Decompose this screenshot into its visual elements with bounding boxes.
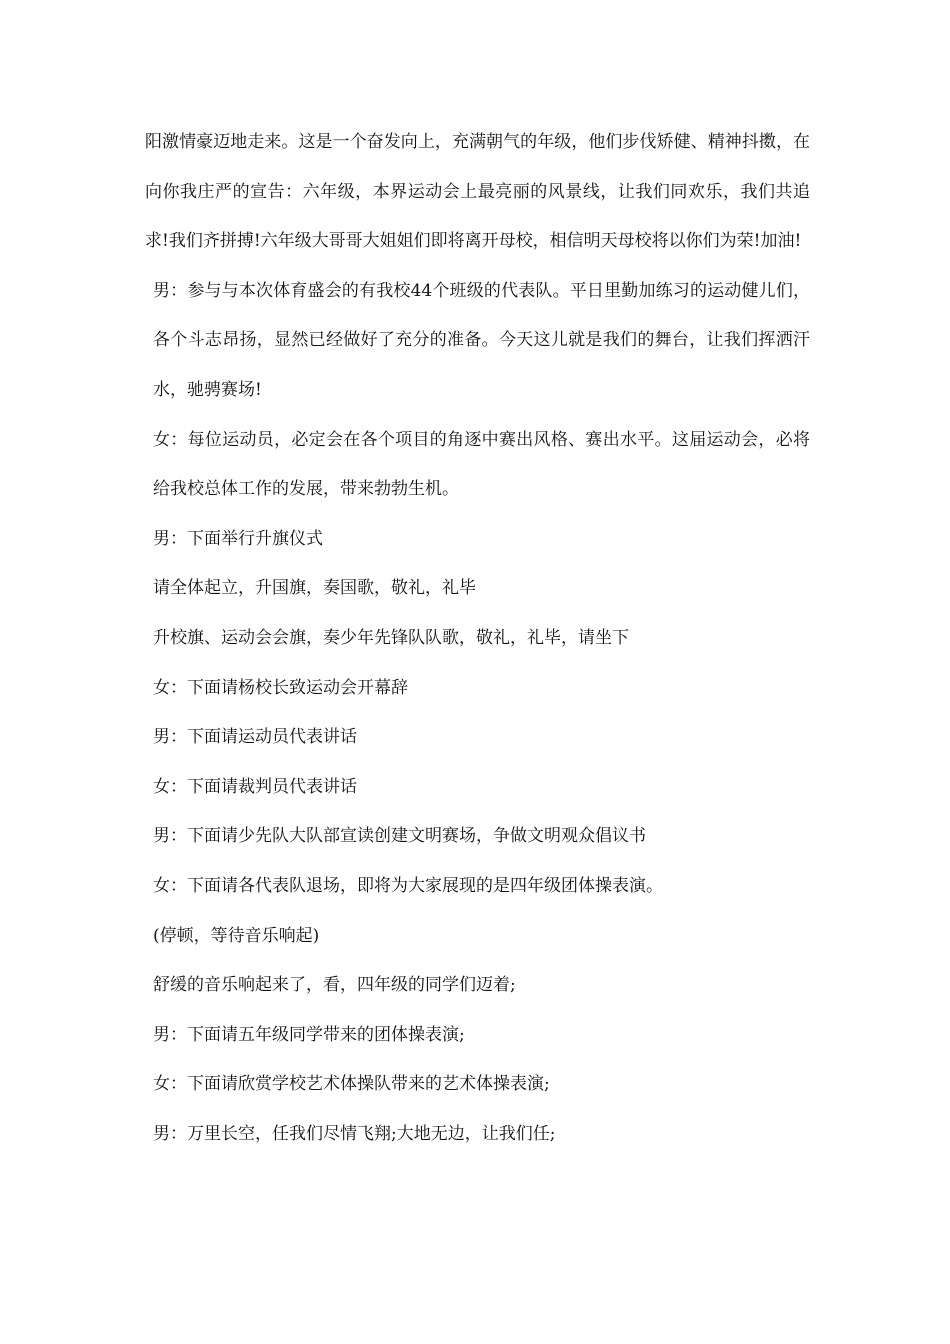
paragraph-flag-ceremony: 男：下面举行升旗仪式 — [153, 528, 323, 549]
paragraph-national-flag: 请全体起立，升国旗，奏国歌，敬礼，礼毕 — [153, 578, 476, 599]
document-body — [145, 118, 810, 1159]
paragraph-school-flag: 升校旗、运动会会旗，奏少年先锋队队歌，敬礼，礼毕，请坐下 — [153, 627, 629, 648]
paragraph-closing-line: 男：万里长空，任我们尽情飞翔;大地无边，让我们任; — [153, 1123, 556, 1144]
paragraph-principal-speech: 女：下面请杨校长致运动会开幕辞 — [153, 677, 408, 698]
paragraph-grade-five-performance: 男：下面请五年级同学带来的团体操表演; — [153, 1024, 465, 1045]
paragraph-female-host-athletes: 女：每位运动员，必定会在各个项目的角逐中赛出风格、赛出水平。这届运动会，必将给我校总体工作的发展，带来勃勃生机。 — [153, 429, 810, 500]
paragraph-pause-note: (停顿，等待音乐响起) — [153, 925, 320, 946]
paragraph-athlete-speech: 男：下面请运动员代表讲话 — [153, 727, 357, 748]
paragraph-referee-speech: 女：下面请裁判员代表讲话 — [153, 776, 357, 797]
paragraph-music: 舒缓的音乐响起来了，看，四年级的同学们迈着; — [153, 975, 516, 996]
paragraph-continuation: 阳激情豪迈地走来。这是一个奋发向上，充满朝气的年级，他们步伐矫健、精神抖擞，在向你我庄严的宣告：六年级，本界运动会上最亮丽的风景线，让我们同欢乐，我们共追求!我们齐拼搏!六年级大哥哥大姐姐们即将离开母校，相信明天母校将以你们为荣!加油! — [145, 132, 810, 252]
paragraph-proposal-reading: 男：下面请少先队大队部宣读创建文明赛场，争做文明观众倡议书 — [153, 826, 646, 847]
paragraph-grade-four-performance: 女：下面请各代表队退场，即将为大家展现的是四年级团体操表演。 — [153, 875, 663, 896]
paragraph-male-host-teams: 男：参与与本次体育盛会的有我校44个班级的代表队。平日里勤加练习的运动健儿们，各个斗志昂扬，显然已经做好了充分的准备。今天这儿就是我们的舞台，让我们挥洒汗水，驰骋赛场! — [153, 280, 810, 400]
paragraph-art-gymnastics: 女：下面请欣赏学校艺术体操队带来的艺术体操表演; — [153, 1074, 550, 1095]
